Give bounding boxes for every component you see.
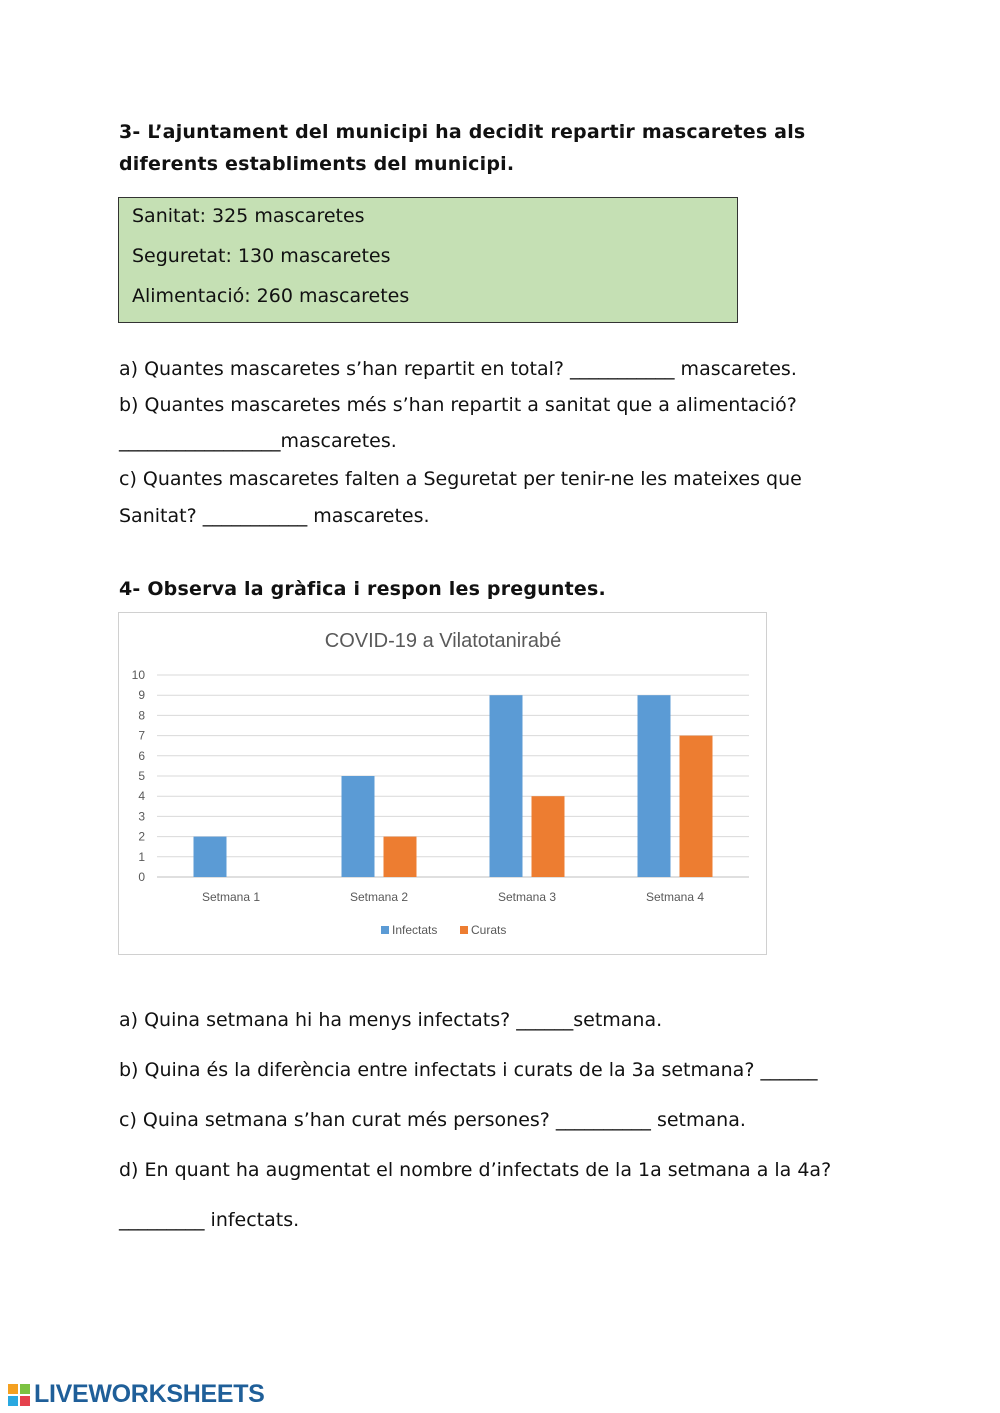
y-tick-label: 10 bbox=[131, 668, 145, 682]
question-4d-line-2: _________ infectats. bbox=[119, 1209, 300, 1231]
legend-label-infectats: Infectats bbox=[392, 923, 438, 937]
box-line-sanitat: Sanitat: 325 mascaretes bbox=[132, 205, 365, 227]
y-tick-label: 0 bbox=[138, 870, 145, 884]
section-3-heading bbox=[119, 116, 805, 180]
liveworksheets-logo[interactable] bbox=[8, 1380, 265, 1409]
x-tick-label: Setmana 3 bbox=[497, 890, 557, 904]
chart-svg bbox=[119, 613, 766, 954]
x-tick-label: Setmana 2 bbox=[349, 890, 409, 904]
x-tick-label: Setmana 4 bbox=[645, 890, 705, 904]
liveworksheets-logo-mark-icon bbox=[8, 1384, 30, 1406]
y-tick-label: 5 bbox=[138, 769, 145, 783]
legend-swatch-curats bbox=[460, 926, 468, 934]
bar-curats-3 bbox=[532, 796, 565, 877]
section-3-heading-line-1: 3- L’ajuntament del municipi ha decidit repartir mascaretes als bbox=[119, 121, 806, 143]
bar-infectats-1 bbox=[194, 837, 227, 877]
y-tick-label: 8 bbox=[138, 708, 145, 723]
box-line-alimentacio: Alimentació: 260 mascaretes bbox=[132, 285, 410, 307]
question-3c-line-2: Sanitat? ___________ mascaretes. bbox=[119, 505, 430, 527]
question-4a: a) Quina setmana hi ha menys infectats? ______setmana. bbox=[119, 1009, 663, 1031]
chart-x-ticks bbox=[202, 890, 704, 904]
question-4c: c) Quina setmana s’han curat més persones? __________ setmana. bbox=[119, 1109, 746, 1131]
question-4d-line-1: d) En quant ha augmentat el nombre d’infectats de la 1a setmana a la 4a? bbox=[119, 1159, 832, 1181]
covid-chart bbox=[118, 612, 767, 955]
bar-infectats-2 bbox=[342, 776, 375, 877]
section-3-heading-line-2: diferents establiments del municipi. bbox=[119, 153, 515, 175]
chart-y-ticks bbox=[132, 668, 146, 884]
bar-infectats-4 bbox=[638, 695, 671, 877]
mask-distribution-box bbox=[118, 197, 738, 323]
y-tick-label: 4 bbox=[138, 789, 145, 804]
legend-swatch-infectats bbox=[381, 926, 389, 934]
y-tick-label: 2 bbox=[138, 829, 145, 844]
y-tick-label: 3 bbox=[138, 809, 145, 824]
question-3b-line-1: b) Quantes mascaretes més s’han repartit a sanitat que a alimentació? bbox=[119, 394, 797, 416]
x-tick-label: Setmana 1 bbox=[201, 890, 261, 904]
bar-curats-2 bbox=[384, 837, 417, 877]
y-tick-label: 1 bbox=[138, 849, 145, 864]
box-line-seguretat: Seguretat: 130 mascaretes bbox=[132, 245, 391, 267]
y-tick-label: 9 bbox=[138, 688, 145, 703]
question-3c-line-1: c) Quantes mascaretes falten a Seguretat per tenir-ne les mateixes que bbox=[119, 468, 802, 490]
question-3b-line-2: _________________mascaretes. bbox=[119, 430, 397, 452]
chart-legend bbox=[381, 923, 506, 937]
y-tick-label: 6 bbox=[138, 748, 145, 763]
bar-curats-4 bbox=[680, 736, 713, 877]
question-3a: a) Quantes mascaretes s’han repartit en total? ___________ mascaretes. bbox=[119, 358, 797, 380]
bar-infectats-3 bbox=[490, 695, 523, 877]
liveworksheets-logo-text: LIVEWORKSHEETS bbox=[34, 1380, 265, 1408]
chart-title: COVID-19 a Vilatotanirabé bbox=[324, 630, 562, 652]
legend-label-curats: Curats bbox=[471, 923, 507, 937]
y-tick-label: 7 bbox=[138, 728, 145, 743]
chart-bars bbox=[194, 695, 713, 877]
question-4b: b) Quina és la diferència entre infectats i curats de la 3a setmana? ______ bbox=[119, 1059, 818, 1081]
section-4-heading: 4- Observa la gràfica i respon les preguntes. bbox=[119, 578, 606, 600]
